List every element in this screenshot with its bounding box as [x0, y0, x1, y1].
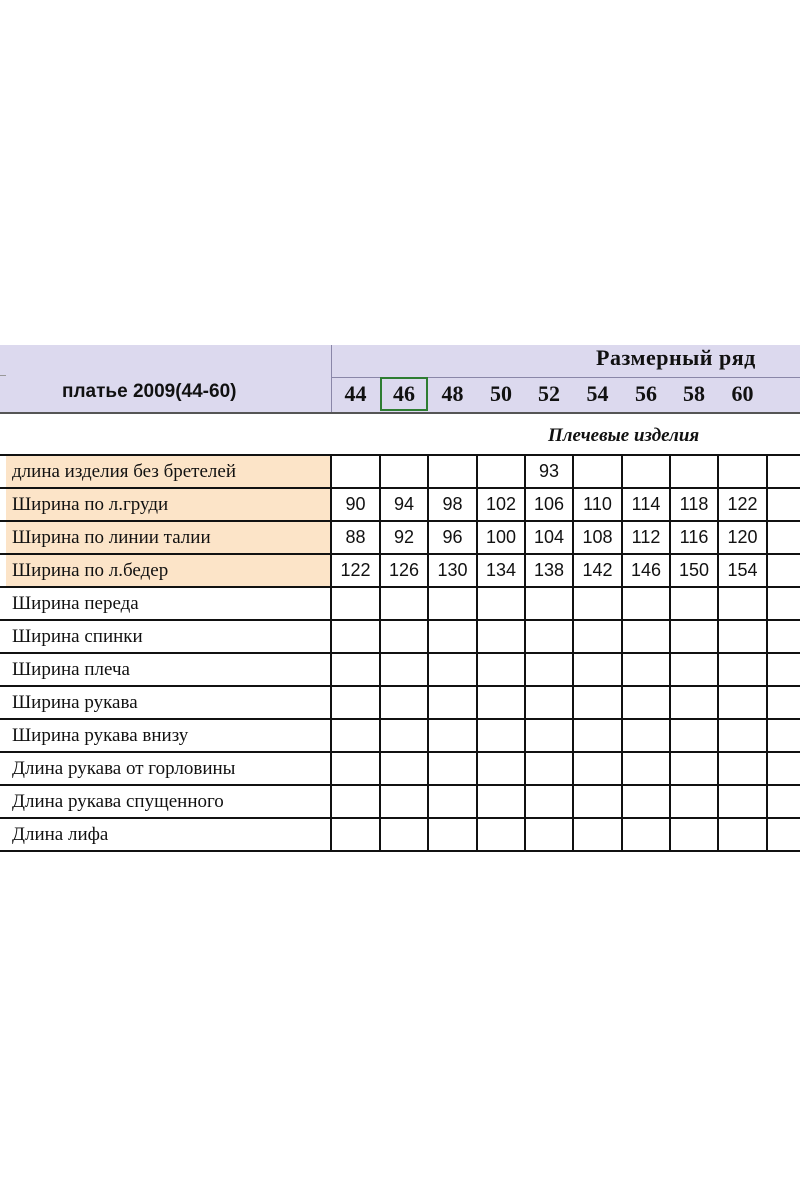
size-cell-50: 134	[485, 560, 517, 580]
size-header-44: 44	[344, 381, 367, 406]
size-cell-56	[622, 752, 670, 785]
size-cell-52: 104	[533, 527, 565, 547]
product-title: платье 2009(44-60)	[62, 381, 237, 402]
table-row	[0, 587, 800, 620]
grid-column-line	[669, 454, 671, 852]
row-label: Длина рукава от горловины	[12, 758, 236, 779]
table-row	[0, 752, 800, 785]
grid-column-line	[330, 454, 332, 852]
row-label: Длина рукава спущенного	[12, 791, 224, 812]
size-header-54: 54	[586, 381, 609, 406]
size-cell-54	[573, 785, 622, 818]
size-cell-44	[331, 455, 380, 488]
size-cell-60	[718, 686, 767, 719]
size-cell-60: 154	[727, 560, 758, 580]
size-cell-54	[573, 587, 622, 620]
size-cell-46	[380, 653, 428, 686]
grid-column-line	[572, 454, 574, 852]
size-cell-46: 92	[393, 527, 415, 547]
size-cell-44	[331, 818, 380, 851]
size-cell-58: 116	[679, 527, 709, 547]
grid-column-line	[476, 454, 478, 852]
grid-row-line	[0, 652, 800, 654]
size-cell-52	[525, 686, 573, 719]
size-cell-48	[428, 785, 477, 818]
size-cell-52	[525, 752, 573, 785]
size-cell-54	[573, 620, 622, 653]
size-cell-58	[670, 719, 718, 752]
size-cell-58: 150	[678, 560, 710, 580]
size-cell-60	[718, 719, 767, 752]
size-cell-46: 94	[393, 494, 415, 514]
size-cell-60	[718, 620, 767, 653]
size-header-50: 50	[490, 381, 512, 406]
size-cell-52	[525, 587, 573, 620]
size-cell-58	[670, 653, 718, 686]
size-cell-48	[428, 818, 477, 851]
size-cell-48	[428, 686, 477, 719]
size-cell-48	[428, 719, 477, 752]
size-cell-44	[331, 686, 380, 719]
size-cell-60: 122	[727, 494, 758, 514]
grid-column-line	[717, 454, 719, 852]
size-cell-58: 118	[679, 494, 709, 514]
size-header-46: 46	[380, 377, 428, 411]
size-header-60: 60	[731, 381, 754, 406]
size-cell-54	[573, 455, 622, 488]
table-row	[0, 818, 800, 851]
size-cell-56: 112	[631, 527, 661, 547]
size-cell-54: 142	[582, 560, 613, 580]
table-row	[0, 521, 800, 554]
size-cell-48	[428, 653, 477, 686]
size-cell-60	[718, 752, 767, 785]
size-cell-52: 138	[533, 560, 565, 580]
size-cell-54	[573, 752, 622, 785]
size-cell-60	[718, 455, 767, 488]
size-cell-44	[331, 620, 380, 653]
size-cell-46: 126	[388, 560, 420, 580]
table-header	[0, 345, 800, 414]
grid-column-line	[524, 454, 526, 852]
size-cell-56	[622, 686, 670, 719]
grid-column-line	[379, 454, 381, 852]
size-cell-50	[477, 653, 525, 686]
grid-column-line	[427, 454, 429, 852]
size-cell-44	[331, 719, 380, 752]
group-title: Плечевые изделия	[548, 425, 700, 446]
size-cell-56	[622, 653, 670, 686]
row-label: Ширина по л.бедер	[6, 554, 332, 587]
size-cell-50	[477, 587, 525, 620]
size-cell-50	[477, 818, 525, 851]
size-cell-58	[670, 785, 718, 818]
size-cell-48: 96	[442, 527, 463, 547]
size-cell-58	[670, 620, 718, 653]
table-row	[0, 686, 800, 719]
size-cell-46	[380, 587, 428, 620]
table-row	[0, 554, 800, 587]
grid-row-line	[0, 784, 800, 786]
size-cell-50: 102	[485, 494, 517, 514]
size-cell-56	[622, 587, 670, 620]
size-cell-60	[718, 653, 767, 686]
grid-row-line	[0, 586, 800, 588]
size-cell-56	[622, 719, 670, 752]
size-cell-52: 93	[538, 461, 560, 481]
size-cell-54	[573, 686, 622, 719]
grid-row-line	[0, 454, 800, 456]
size-cell-46	[380, 620, 428, 653]
size-cell-54	[573, 719, 622, 752]
size-cell-52: 106	[533, 494, 565, 514]
size-cell-60	[718, 785, 767, 818]
size-cell-46	[380, 785, 428, 818]
size-cell-54	[573, 653, 622, 686]
size-header-58: 58	[683, 381, 705, 406]
size-cell-52	[525, 653, 573, 686]
size-header-56: 56	[635, 381, 657, 406]
size-cell-44	[331, 752, 380, 785]
size-cell-50	[477, 455, 525, 488]
grid-row-line	[0, 685, 800, 687]
row-label: Ширина переда	[12, 593, 139, 614]
size-cell-44	[331, 587, 380, 620]
size-cell-54: 108	[582, 527, 613, 547]
size-cell-48	[428, 455, 477, 488]
size-cell-58	[670, 587, 718, 620]
size-cell-50	[477, 686, 525, 719]
size-cell-48	[428, 620, 477, 653]
grid-row-line	[0, 520, 800, 522]
size-cell-50: 100	[485, 527, 517, 547]
grid-column-line	[621, 454, 623, 852]
size-cell-48	[428, 752, 477, 785]
size-cell-58	[670, 818, 718, 851]
size-cell-48	[428, 587, 477, 620]
table-row	[0, 620, 800, 653]
size-cell-46	[380, 686, 428, 719]
grid-row-line	[0, 619, 800, 621]
size-cell-50	[477, 752, 525, 785]
grid-row-line	[0, 487, 800, 489]
size-cell-46	[380, 752, 428, 785]
size-cell-48: 98	[442, 494, 463, 514]
grid-column-line	[766, 454, 768, 852]
size-cell-60	[718, 818, 767, 851]
size-header-48: 48	[441, 381, 464, 406]
table-row	[0, 653, 800, 686]
size-cell-54	[573, 818, 622, 851]
table-row	[0, 488, 800, 521]
size-cell-46	[380, 818, 428, 851]
row-label: длина изделия без бретелей	[6, 455, 332, 488]
size-cell-56: 146	[630, 560, 662, 580]
size-cell-54: 110	[583, 494, 612, 514]
size-cell-60	[718, 587, 767, 620]
grid-row-line	[0, 850, 800, 852]
grid-row-line	[0, 817, 800, 819]
row-label: Ширина рукава	[12, 692, 138, 713]
size-cell-44: 88	[345, 527, 366, 547]
size-cell-44	[331, 653, 380, 686]
size-cell-56	[622, 818, 670, 851]
grid-row-line	[0, 751, 800, 753]
size-cell-48: 130	[437, 560, 468, 580]
row-label: Ширина спинки	[12, 626, 143, 647]
size-cell-50	[477, 620, 525, 653]
size-cell-60: 120	[727, 527, 758, 547]
row-label: Ширина рукава внизу	[12, 725, 189, 746]
row-label: Ширина по л.груди	[6, 488, 332, 521]
row-label: Ширина плеча	[12, 659, 130, 680]
size-cell-52	[525, 785, 573, 818]
size-cell-52	[525, 620, 573, 653]
size-cell-56	[622, 455, 670, 488]
size-cell-56	[622, 785, 670, 818]
row-label: Длина лифа	[12, 824, 109, 845]
size-cell-46	[380, 455, 428, 488]
table-row	[0, 719, 800, 752]
size-cell-56: 114	[631, 494, 661, 514]
grid-row-line	[0, 718, 800, 720]
size-cell-44	[331, 785, 380, 818]
size-range-label: Размерный ряд	[596, 345, 756, 370]
row-label: Ширина по линии талии	[6, 521, 332, 554]
size-cell-58	[670, 686, 718, 719]
size-cell-46	[380, 719, 428, 752]
size-cell-58	[670, 752, 718, 785]
size-cell-50	[477, 785, 525, 818]
table-row	[0, 455, 800, 488]
size-cell-52	[525, 818, 573, 851]
size-cell-50	[477, 719, 525, 752]
grid-row-line	[0, 553, 800, 555]
size-cell-44: 122	[340, 560, 371, 580]
table-row	[0, 785, 800, 818]
size-cell-52	[525, 719, 573, 752]
size-cell-58	[670, 455, 718, 488]
size-cell-44: 90	[345, 494, 366, 514]
size-cell-56	[622, 620, 670, 653]
size-header-52: 52	[538, 381, 560, 406]
